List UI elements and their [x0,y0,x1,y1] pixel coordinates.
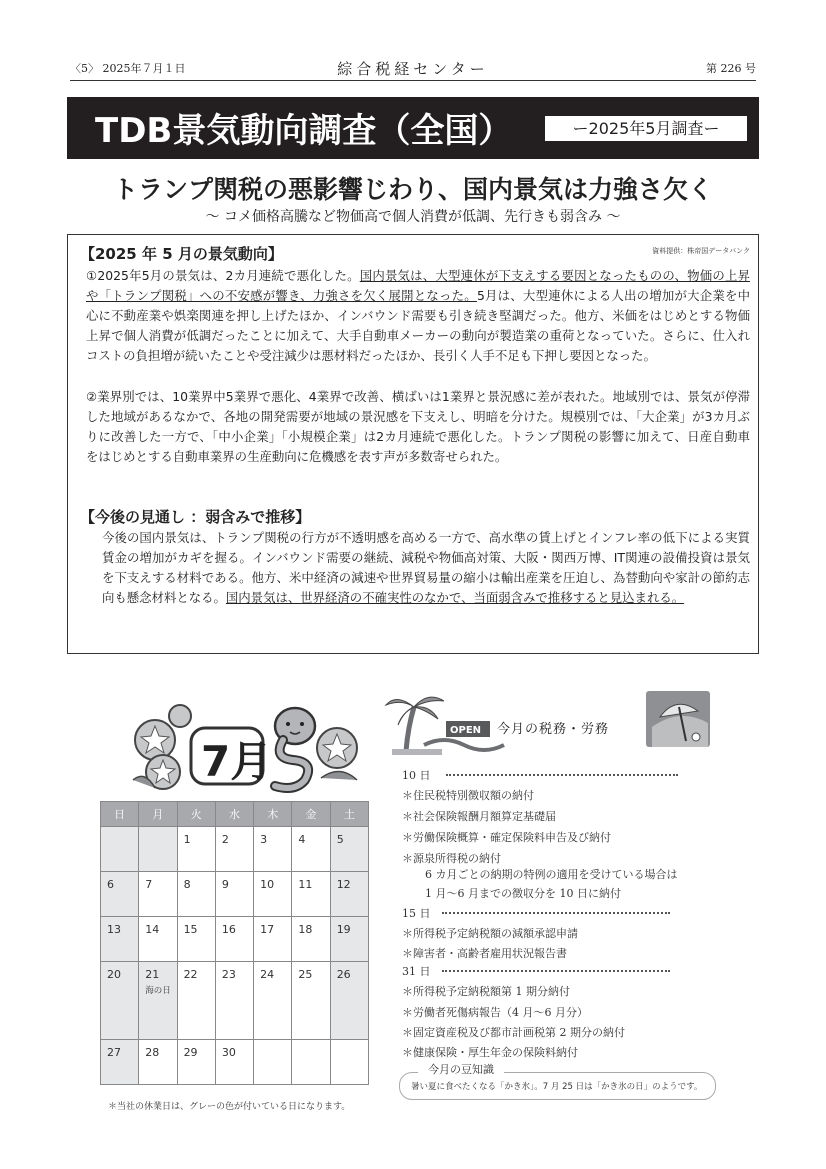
title-banner [67,97,759,159]
tips-title: 今月の豆知識 [418,1061,504,1077]
calendar-day: 30 [215,1040,253,1085]
calendar-day: 8 [177,871,215,916]
calendar-day: 3 [254,827,292,872]
issue-number: 第 226 号 [706,62,756,75]
calendar-week-row [101,916,369,961]
subheadline: ～ コメ価格高騰など物価高で個人消費が低調、先行きも弱含み ～ [205,209,621,225]
issue-date: 〈5〉 2025年７月１日 [70,62,186,75]
calendar-day [292,1040,330,1085]
weekday-sun: 日 [101,802,139,827]
calendar-week-row [101,827,369,872]
palm-tree-icon [386,697,444,755]
paragraph-1-body: 5月は、大型連休による人出の増加が大企業を中心に不動産業や娯楽関連を押し上げたほか、インバウンド需要も引き続き堅調だった。他方、米価をはじめとする物価上昇で個人消費が低調だったことに加えて、大手自動車メーカーの動向が製造業の重荷となっていた。さらに、仕入れコストの負担増が続いたことや受注減少は悪材料だったほか、長引く人手不足も下押し要因となった。 [86,288,750,363]
calendar-day [254,1040,292,1085]
weekday-tue: 火 [177,802,215,827]
snake-icon [275,708,315,788]
calendar-day: 26 [330,961,368,1040]
calendar-day: 4 [292,827,330,872]
page-header [70,58,756,81]
schedule-item: ＊固定資産税及び都市計画税第 2 期分の納付 [402,1026,625,1039]
calendar-day: 7 [139,871,177,916]
schedule-date-31: 31 日 [402,965,431,978]
calendar-day: 16 [215,916,253,961]
weekday-sat: 土 [330,802,368,827]
calendar-week-row [101,961,369,1040]
calendar-day: 5 [330,827,368,872]
calendar-day: 1 [177,827,215,872]
section-title-outlook: 【今後の見通し ：弱含みで推移】 [80,508,311,526]
schedule-title: 今月の税務・労務 [497,722,610,737]
banner-title: TDB景気動向調査（全国） [95,111,513,151]
schedule-item: ＊所得税予定納税額の減額承認申請 [402,927,578,940]
calendar-day: 18 [292,916,330,961]
calendar-day: 24 [254,961,292,1040]
section-title-trend: 【2025 年 5 月の景気動向】 [80,245,283,263]
calendar-day-number: 21 [145,967,160,981]
open-sign-label: OPEN [450,725,482,736]
calendar-day [139,827,177,872]
publisher-name: 綜合税経センター [337,60,489,78]
leader-dots [442,912,670,914]
calendar-day: 9 [215,871,253,916]
calendar-day: 29 [177,1040,215,1085]
weekday-fri: 金 [292,802,330,827]
leader-dots [442,970,670,972]
beach-umbrella-icon [646,691,710,747]
outlook-body: 今後の国内景気は、トランプ関税の行方が不透明感を高める一方で、高水準の賃上げとインフレ率の低下による実質賃金の増加がカギを握る。インバウンド需要の継続、減税や物価高対策、大阪・関西万博、IT関連の設備投資は景気を下支えする材料である。他方、米中経済の減速や世界貿易量の縮小は輸出産業を圧迫し、為替動向や家計の節約志向も懸念材料となる。 [102,530,750,605]
calendar-day: 17 [254,916,292,961]
schedule-item: ＊労働者死傷病報告（4 月～6 月分） [402,1006,588,1019]
calendar-day [101,827,139,872]
calendar-table [100,801,369,1085]
paragraph-1-underlined: 国内景気は、大型連休が下支えする要因となったものの、物価の上昇や「トランプ関税」への不安感が響き、力強さを欠く展開となった。 [86,268,750,303]
calendar-day: 22 [177,961,215,1040]
calendar-week-row [101,1040,369,1085]
morning-glory-flower-icon [317,728,357,780]
schedule-item: ＊障害者・高齢者雇用状況報告書 [402,947,567,960]
weekday-wed: 水 [215,802,253,827]
paragraph-1 [86,266,750,366]
calendar-week-row [101,871,369,916]
calendar-day: 12 [330,871,368,916]
schedule-item-note: 1 月～6 月までの徴収分を 10 日に納付 [425,887,621,900]
calendar-day [330,1040,368,1085]
calendar-day: 20 [101,961,139,1040]
paragraph-outlook [86,528,750,608]
weekday-thu: 木 [254,802,292,827]
schedule-item: ＊労働保険概算・確定保険料申告及び納付 [402,831,611,844]
tips-text: 暑い夏に食べたくなる「かき氷」。7 月 25 日は「かき氷の日」のようです。 [411,1082,703,1092]
morning-glory-flower-icon [133,705,191,789]
calendar-day: 10 [254,871,292,916]
calendar-day-holiday [139,961,177,1040]
calendar-day: 19 [330,916,368,961]
calendar-day: 11 [292,871,330,916]
calendar-day: 15 [177,916,215,961]
calendar-day: 14 [139,916,177,961]
calendar-day: 13 [101,916,139,961]
calendar-day: 6 [101,871,139,916]
calendar-day: 27 [101,1040,139,1085]
schedule-item-note: 6 カ月ごとの納期の特例の適用を受けている場合は [425,868,678,881]
calendar-illustration [125,700,365,795]
calendar-note: ＊当社の休業日は、グレーの色が付いている日になります。 [108,1102,351,1112]
paragraph-2: ②業界別では、10業界中5業界で悪化、4業界で改善、横ばいは1業界と景況感に差が表れた。地域別では、景気が停滞した地域があるなかで、各地の開発需要が地域の景況感を下支えし、明暗を分けた。規模別では、「大企業」が3カ月ぶりに改善した一方で、「中小企業」「小規模企業」は2カ月連続で悪化した。トランプ関税の影響に加えて、日産自動車をはじめとする自動車業界の生産動向に危機感を表す声が多数寄せられた。 [86,389,750,464]
calendar-day: 25 [292,961,330,1040]
schedule-date-15: 15 日 [402,907,431,920]
data-credit: 資料提供：株帝国データバンク [652,247,750,255]
schedule-date-10: 10 日 [402,769,431,782]
schedule-item: ＊住民税特別徴収額の納付 [402,789,534,802]
outlook-underlined: 国内景気は、世界経済の不確実性のなかで、当面弱含みで推移すると見込まれる。 [225,590,685,605]
paragraph-1-lead: ①2025年5月の景気は、2カ月連続で悪化した。 [86,268,360,283]
schedule-item: ＊所得税予定納税額第 1 期分納付 [402,985,570,998]
calendar-weekday-row [101,802,369,827]
month-badge [191,728,272,786]
schedule-item: ＊源泉所得税の納付 [402,852,501,865]
holiday-label: 海の日 [145,985,171,996]
schedule-item: ＊社会保険報酬月額算定基礎届 [402,810,556,823]
month-badge-label: 7月 [201,737,273,786]
headline: トランプ関税の悪影響じわり、国内景気は力強さ欠く [112,175,713,204]
weekday-mon: 月 [139,802,177,827]
leader-dots [446,774,678,776]
banner-subtitle: ー2025年5月調査ー [545,116,747,141]
calendar-day: 23 [215,961,253,1040]
schedule-item: ＊健康保険・厚生年金の保険料納付 [402,1046,578,1059]
calendar-day: 28 [139,1040,177,1085]
article-box [67,234,759,654]
calendar-day: 2 [215,827,253,872]
open-sign-icon [424,721,504,750]
